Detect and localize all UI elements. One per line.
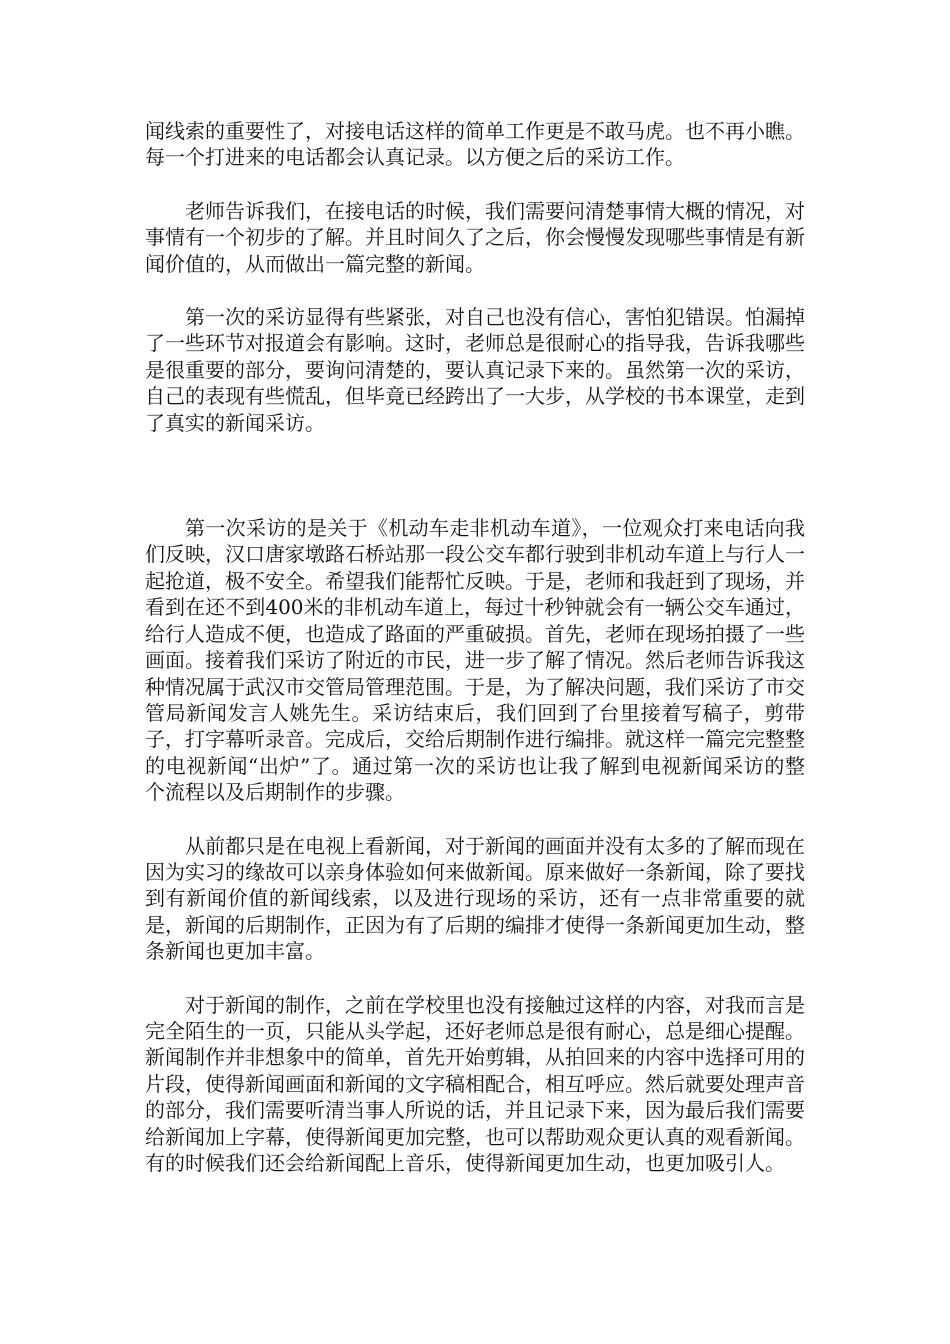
paragraph-first-interview-nerves: 第一次的采访显得有些紧张，对自己也没有信心，害怕犯错误。怕漏掉了一些环节对报道会有影响。这时，老师总是很耐心的指导我，告诉我哪些是很重要的部分，要询问清楚的，要认真记录下来的。虽然第一次的采访，自己的表现有些慌乱，但毕竟已经跨出了一大步，从学校的书本课堂，走到了真实的新闻采访。 xyxy=(145,305,805,435)
section-spacer xyxy=(145,463,805,515)
document-body xyxy=(145,118,805,1203)
paragraph-continuation: 闻线索的重要性了，对接电话这样的简单工作更是不敢马虎。也不再小瞧。每一个打进来的电话都会认真记录。以方便之后的采访工作。 xyxy=(145,119,805,170)
paragraph-first-interview-story: 第一次采访的是关于《机动车走非机动车道》，一位观众打来电话向我们反映，汉口唐家墩路石桥站那一段公交车都行驶到非机动车道上与行人一起抢道，极不安全。希望我们能帮忙反映。于是，老师和我赶到了现场，并看到在还不到400米的非机动车道上，每过十秒钟就会有一辆公交车通过，给行人造成不便，也造成了路面的严重破损。首先，老师在现场拍摄了一些画面。接着我们采访了附近的市民，进一步了解了情况。然后老师告诉我这种情况属于武汉市交管局管理范围。于是，为了解决问题，我们采访了市交管局新闻发言人姚先生。采访结束后，我们回到了台里接着写稿子，剪带子，打字幕听录音。完成后，交给后期制作进行编排。就这样一篇完完整整的电视新闻“出炉”了。通过第一次的采访也让我了解到电视新闻采访的整个流程以及后期制作的步骤。 xyxy=(145,516,805,805)
paragraph-editing-process: 对于新闻的制作，之前在学校里也没有接触过这样的内容，对我而言是完全陌生的一页，只能从头学起，还好老师总是很有耐心，总是细心提醒。新闻制作并非想象中的简单，首先开始剪辑，从拍回来的内容中选择可用的片段，使得新闻画面和新闻的文字稿相配合，相互呼应。然后就要处理声音的部分，我们需要听清当事人所说的话，并且记录下来，因为最后我们需要给新闻加上字幕，使得新闻更加完整，也可以帮助观众更认真的观看新闻。有的时候我们还会给新闻配上音乐，使得新闻更加生动，也更加吸引人。 xyxy=(145,992,805,1175)
paragraph-phone-tips: 老师告诉我们，在接电话的时候，我们需要问清楚事情大概的情况，对事情有一个初步的了解。并且时间久了之后，你会慢慢发现哪些事情是有新闻价值的，从而做出一篇完整的新闻。 xyxy=(145,198,805,276)
paragraph-news-production: 从前都只是在电视上看新闻，对于新闻的画面并没有太多的了解而现在因为实习的缘故可以亲身体验如何来做新闻。原来做好一条新闻，除了要找到有新闻价值的新闻线索，以及进行现场的采访，还有一点非常重要的就是，新闻的后期制作，正因为有了后期的编排才使得一条新闻更加生动，整条新闻也更加丰富。 xyxy=(145,833,805,964)
